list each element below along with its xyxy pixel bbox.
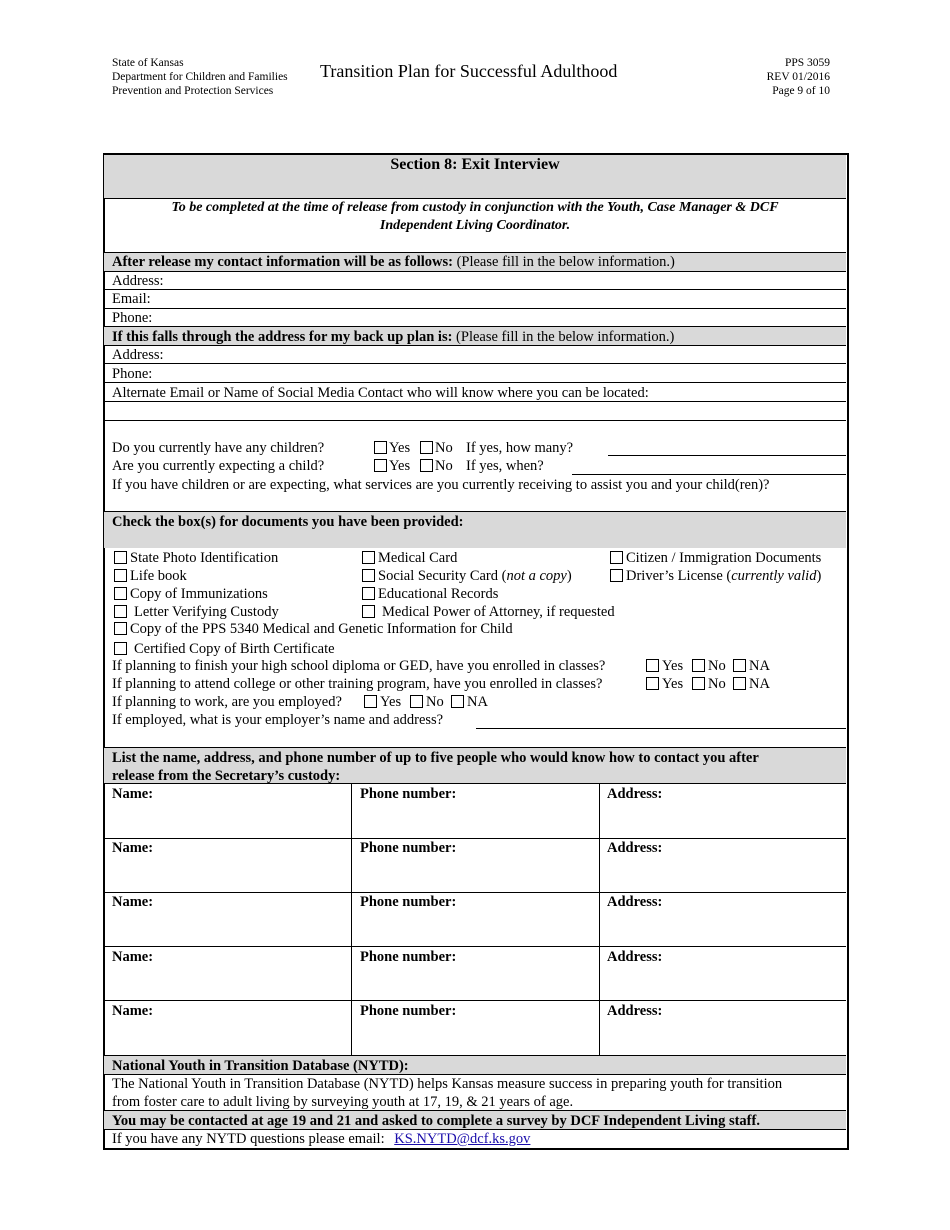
services-question: If you have children or are expecting, what services are you currently receiving to assist you and your child(ren)? [112,477,770,493]
expecting-yes-checkbox[interactable] [374,459,387,472]
children-question: Do you currently have any children? [112,440,325,456]
diploma-yes-label: Yes [662,658,684,674]
ssn-card-paren: ) [566,568,572,584]
contact-heading-note: (Please fill in the below information.) [456,254,675,270]
rule [104,252,846,253]
expecting-no-label: No [435,458,453,474]
diploma-question: If planning to finish your high school diploma or GED, have you enrolled in classes? [112,658,606,674]
drivers-license-note: currently valid [731,568,817,584]
work-na-checkbox[interactable] [451,695,464,708]
alternate-contact-field[interactable]: Alternate Email or Name of Social Media Contact who will know where you can be located: [112,385,649,401]
work-question: If planning to work, are you employed? [112,694,342,710]
expecting-yes-label: Yes [389,458,411,474]
survey-note: You may be contacted at age 19 and 21 and asked to complete a survey by DCF Independent Living staff. [112,1113,760,1129]
rule [104,289,846,290]
contact-email-field[interactable]: Email: [112,291,151,307]
contact-2-phone-field[interactable]: Phone number: [360,840,457,856]
column-rule [599,783,600,1055]
nytd-email-link[interactable]: KS.NYTD@dcf.ks.gov [394,1131,531,1147]
rule [104,345,846,346]
educational-records-checkbox[interactable] [362,587,375,600]
agency-division: Prevention and Protection Services [112,85,274,97]
rule [104,892,846,893]
contact-address-field[interactable]: Address: [112,273,164,289]
contact-3-name-field[interactable]: Name: [112,894,154,910]
ssn-card-label [378,568,572,584]
contact-heading-bold: After release my contact information will be as follows: [112,254,453,270]
contact-5-address-field[interactable]: Address: [607,1003,663,1019]
diploma-no-checkbox[interactable] [692,659,705,672]
backup-heading-note: (Please fill in the below information.) [456,329,675,345]
backup-phone-field[interactable]: Phone: [112,366,153,382]
backup-heading-bold: If this falls through the address for my back up plan is: [112,329,453,345]
rule [104,363,846,364]
citizen-docs-label: Citizen / Immigration Documents [626,550,822,566]
people-heading-line-2: release from the Secretary’s custody: [112,768,341,784]
work-no-label: No [426,694,444,710]
diploma-no-label: No [708,658,726,674]
rule [104,1074,846,1075]
children-count-label: If yes, how many? [466,440,574,456]
contact-4-address-field[interactable]: Address: [607,949,663,965]
contact-4-name-field[interactable]: Name: [112,949,154,965]
drivers-license-text: Driver’s License ( [626,568,732,584]
nytd-heading: National Youth in Transition Database (NYTD): [112,1058,409,1074]
immunizations-checkbox[interactable] [114,587,127,600]
employer-input[interactable] [476,728,846,729]
medical-card-checkbox[interactable] [362,551,375,564]
college-na-label: NA [749,676,770,692]
college-yes-checkbox[interactable] [646,677,659,690]
agency-state: State of Kansas [112,57,184,69]
employer-question: If employed, what is your employer’s name and address? [112,712,444,728]
contact-3-phone-field[interactable]: Phone number: [360,894,457,910]
pps5340-label: Copy of the PPS 5340 Medical and Genetic Information for Child [130,621,513,637]
diploma-na-label: NA [749,658,770,674]
nytd-contact-line [112,1131,530,1147]
rule [104,1000,846,1001]
ssn-card-note: not a copy [506,568,567,584]
college-question: If planning to attend college or other training program, have you enrolled in classes? [112,676,603,692]
drivers-license-label [626,568,821,584]
page-number: Page 9 of 10 [772,85,830,97]
instructions-line-1: To be completed at the time of release from custody in conjunction with the Youth, Case Manager & DCF [171,200,779,215]
people-heading-line-1: List the name, address, and phone number of up to five people who would know how to contact you after [112,750,759,766]
medical-poa-label: Medical Power of Attorney, if requested [382,604,615,620]
birth-certificate-label: Certified Copy of Birth Certificate [134,641,335,657]
immunizations-label: Copy of Immunizations [130,586,268,602]
contact-5-phone-field[interactable]: Phone number: [360,1003,457,1019]
contact-1-name-field[interactable]: Name: [112,786,154,802]
form-number: PPS 3059 [784,57,830,69]
custody-letter-checkbox[interactable] [114,605,127,618]
ssn-card-text: Social Security Card ( [378,568,507,584]
documents-heading: Check the box(s) for documents you have been provided: [112,514,464,530]
medical-card-label: Medical Card [378,550,458,566]
rule [104,946,846,947]
contact-phone-field[interactable]: Phone: [112,310,153,326]
expecting-no-checkbox[interactable] [420,459,433,472]
agency-block [112,56,288,98]
backup-address-field[interactable]: Address: [112,347,164,363]
agency-department: Department for Children and Families [112,71,288,83]
college-no-label: No [708,676,726,692]
birth-certificate-checkbox[interactable] [114,642,127,655]
work-yes-checkbox[interactable] [364,695,377,708]
expecting-question: Are you currently expecting a child? [112,458,325,474]
college-na-checkbox[interactable] [733,677,746,690]
backup-heading [112,329,674,345]
citizen-docs-checkbox[interactable] [610,551,623,564]
contact-4-phone-field[interactable]: Phone number: [360,949,457,965]
contact-5-name-field[interactable]: Name: [112,1003,154,1019]
nytd-body-line-2: from foster care to adult living by surveying youth at 17, 19, & 21 years of age. [112,1094,574,1110]
children-yes-label: Yes [389,440,411,456]
diploma-na-checkbox[interactable] [733,659,746,672]
contact-1-phone-field[interactable]: Phone number: [360,786,457,802]
diploma-yes-checkbox[interactable] [646,659,659,672]
expecting-when-input[interactable] [572,474,846,475]
rule [104,271,846,272]
instructions-line-2: Independent Living Coordinator. [379,218,571,233]
rule [104,308,846,309]
alternate-contact-input[interactable] [104,402,846,419]
drivers-license-checkbox[interactable] [610,569,623,582]
work-na-label: NA [467,694,488,710]
rule [104,1129,846,1130]
contact-1-address-field[interactable]: Address: [607,786,663,802]
rule [104,382,846,383]
educational-records-label: Educational Records [378,586,499,602]
nytd-email-prompt: If you have any NYTD questions please email: [112,1131,385,1147]
contact-heading [112,254,675,270]
work-no-checkbox[interactable] [410,695,423,708]
rule [104,838,846,839]
rule [104,511,846,512]
children-yes-checkbox[interactable] [374,441,387,454]
rule [104,420,846,421]
life-book-checkbox[interactable] [114,569,127,582]
rule [104,326,846,327]
contact-3-address-field[interactable]: Address: [607,894,663,910]
work-yes-label: Yes [380,694,402,710]
rule [104,198,846,199]
nytd-body-line-1: The National Youth in Transition Database (NYTD) helps Kansas measure success in preparing youth for transition [112,1076,783,1092]
pps5340-checkbox[interactable] [114,622,127,635]
children-count-input[interactable] [608,455,846,456]
life-book-label: Life book [130,568,187,584]
medical-poa-checkbox[interactable] [362,605,375,618]
contact-2-name-field[interactable]: Name: [112,840,154,856]
children-no-label: No [435,440,453,456]
rule [104,1110,846,1111]
form-info-block [767,56,830,98]
document-title: Transition Plan for Successful Adulthood [320,61,618,81]
state-photo-id-checkbox[interactable] [114,551,127,564]
drivers-license-paren: ) [816,568,822,584]
section-title: Section 8: Exit Interview [390,156,560,173]
custody-letter-label: Letter Verifying Custody [134,604,279,620]
rule [104,747,846,748]
column-rule [351,783,352,1055]
children-no-checkbox[interactable] [420,441,433,454]
form-revision: REV 01/2016 [766,71,830,83]
college-yes-label: Yes [662,676,684,692]
rule [104,1055,846,1056]
expecting-when-label: If yes, when? [466,458,544,474]
college-no-checkbox[interactable] [692,677,705,690]
ssn-card-checkbox[interactable] [362,569,375,582]
contact-2-address-field[interactable]: Address: [607,840,663,856]
state-photo-id-label: State Photo Identification [130,550,279,566]
